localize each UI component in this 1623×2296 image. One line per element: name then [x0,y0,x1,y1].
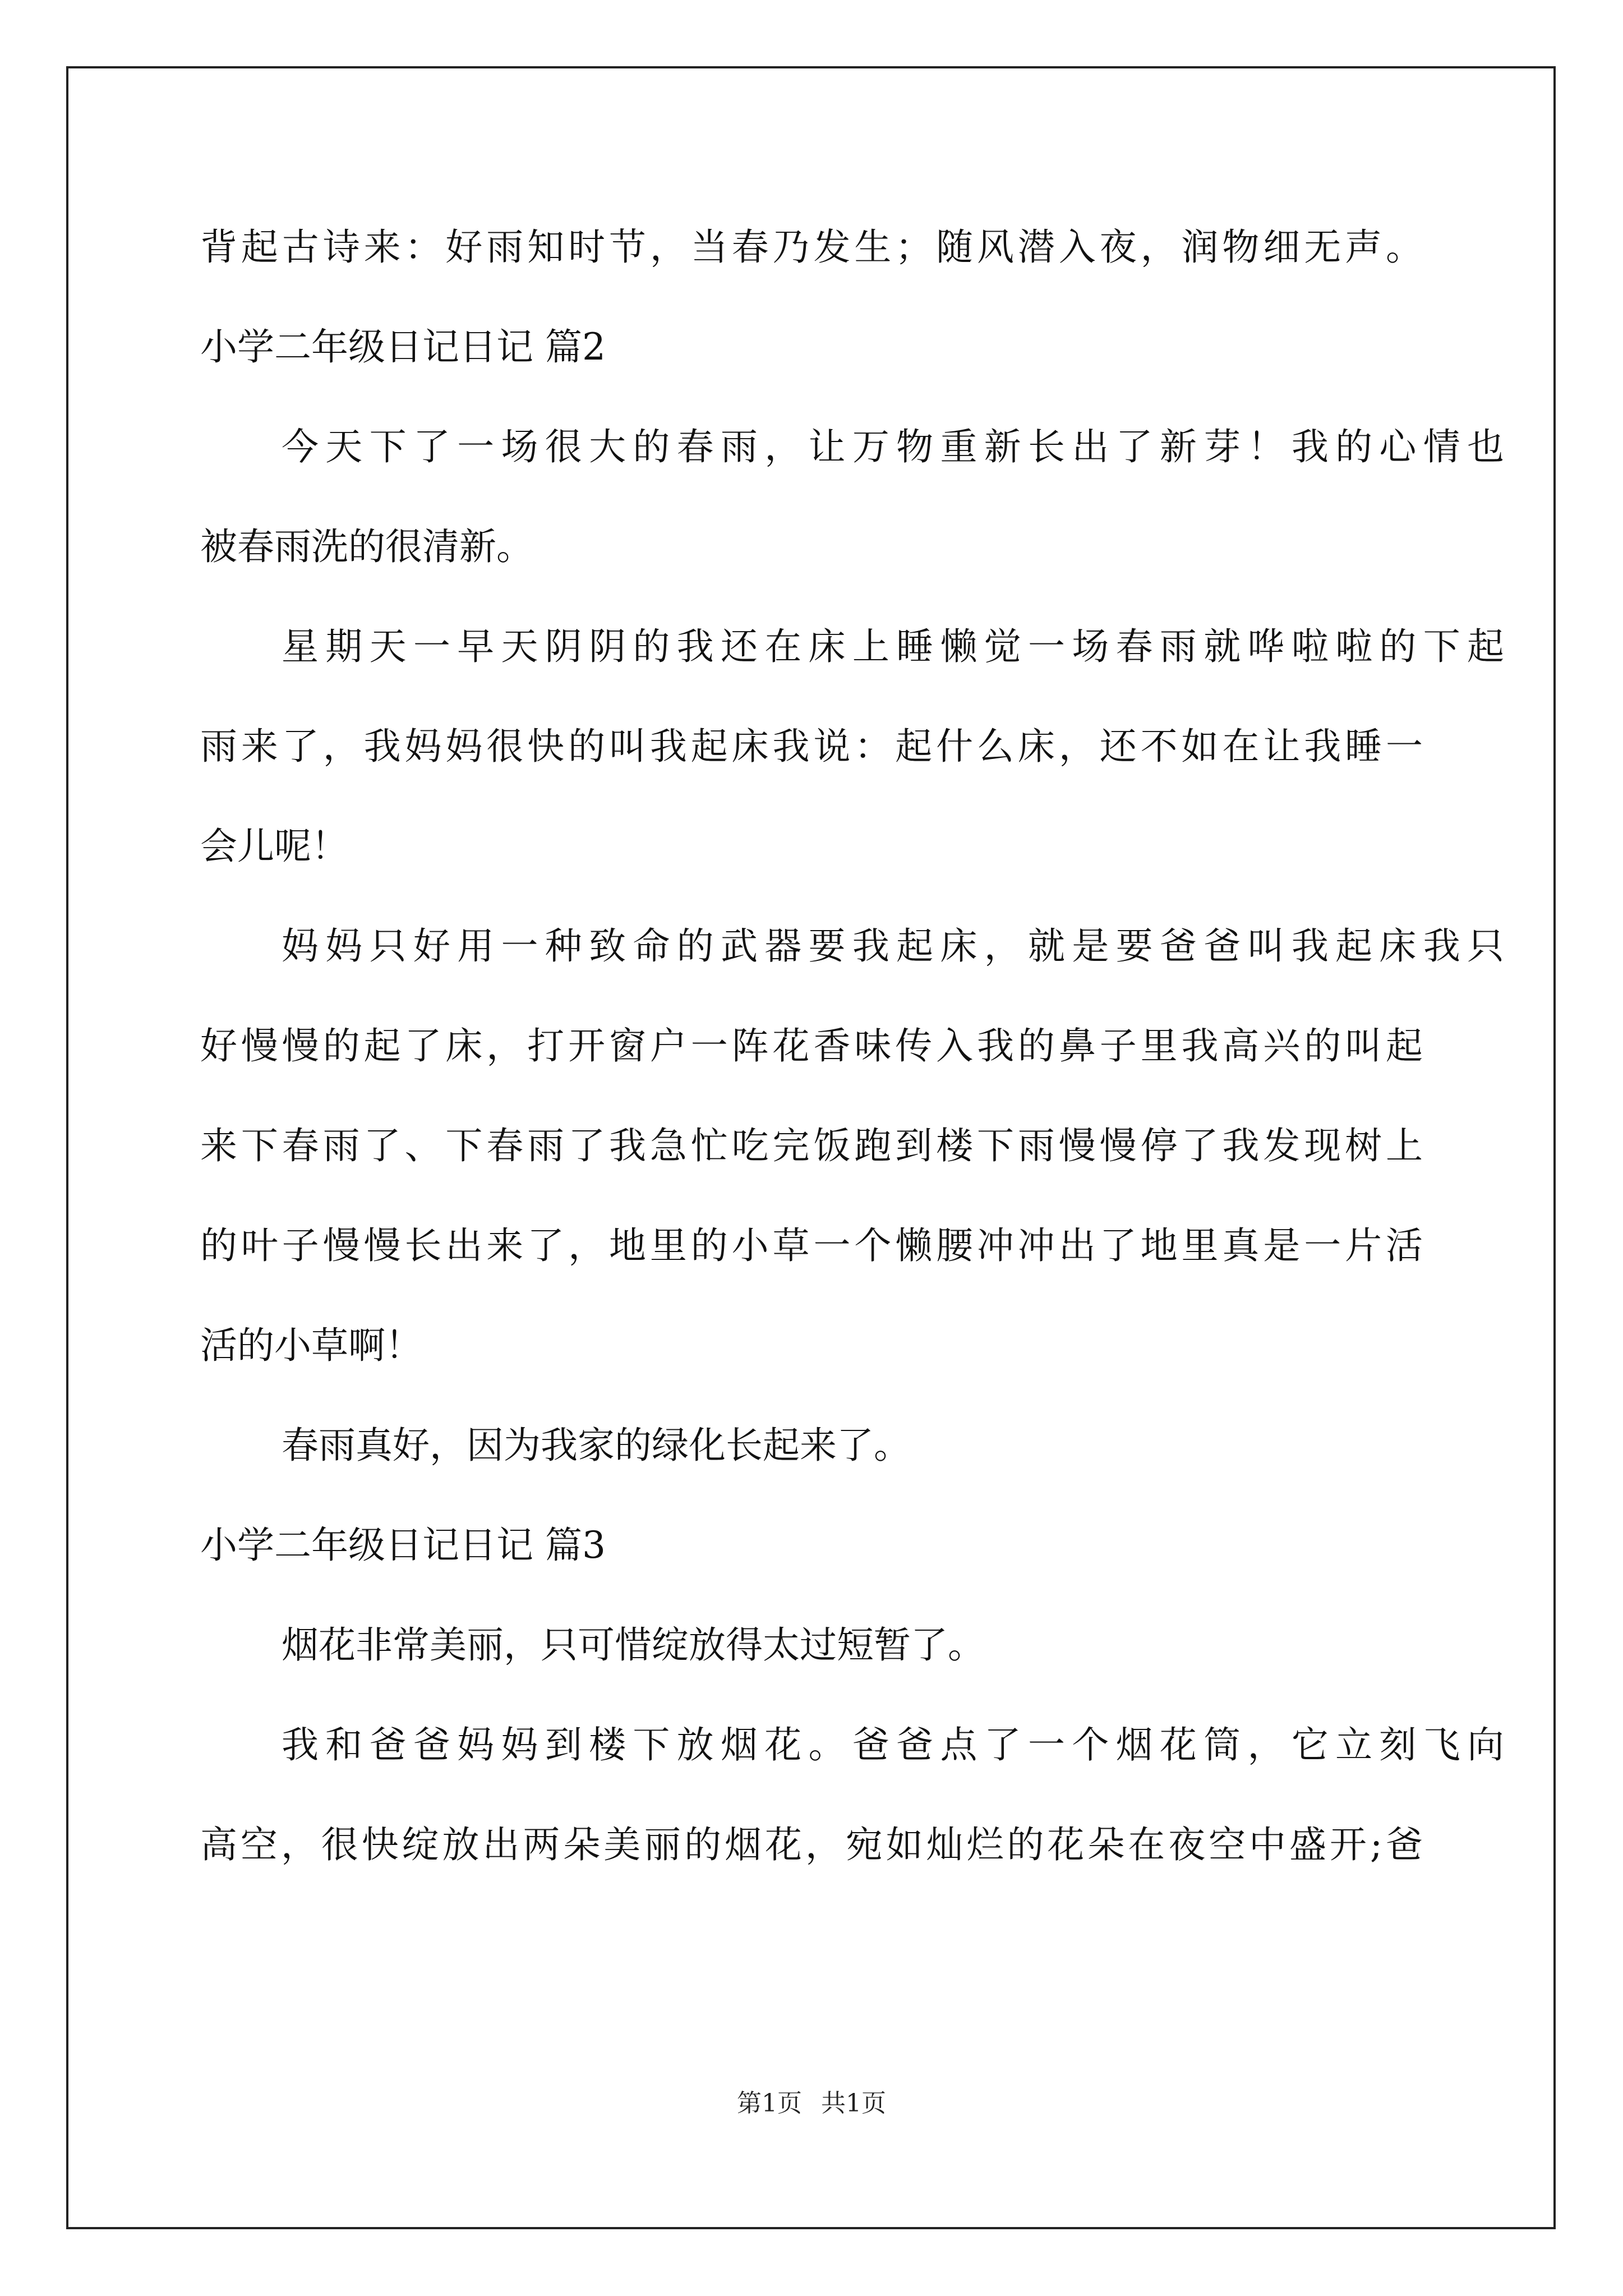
section-heading-3: 小学二年级日记日记 篇3 [200,1524,606,1567]
text-line-12: 活的小草啊！ [200,1324,422,1367]
text-line-17: 高空，很快绽放出两朵美丽的烟花，宛如灿烂的花朵在夜空中盛开;爸 [200,1823,1423,1866]
text-line-1: 背起古诗来：好雨知时节，当春乃发生；随风潜入夜，润物细无声。 [200,226,1423,269]
text-line-11: 的叶子慢慢长出来了，地里的小草一个懒腰冲冲出了地里真是一片活 [200,1224,1423,1267]
text-line-10: 来下春雨了、下春雨了我急忙吃完饭跑到楼下雨慢慢停了我发现树上 [200,1124,1423,1167]
text-line-9: 好慢慢的起了床，打开窗户一阵花香味传入我的鼻子里我高兴的叫起 [200,1024,1423,1068]
text-line-8: 妈妈只好用一种致命的武器要我起床，就是要爸爸叫我起床我只 [282,924,1504,968]
page-number: 第1页 [737,2089,802,2118]
text-line-3: 今天下了一场很大的春雨，让万物重新长出了新芽！我的心情也 [282,425,1504,468]
text-line-7: 会儿呢！ [200,825,348,868]
page-footer [0,2087,1623,2120]
text-line-16: 我和爸爸妈妈到楼下放烟花。爸爸点了一个烟花筒，它立刻飞向 [282,1723,1504,1766]
text-line-13: 春雨真好，因为我家的绿化长起来了。 [282,1424,911,1467]
text-line-15: 烟花非常美丽，只可惜绽放得太过短暂了。 [282,1623,985,1667]
text-line-5: 星期天一早天阴阴的我还在床上睡懒觉一场春雨就哗啦啦的下起 [282,625,1504,668]
text-line-4: 被春雨洗的很清新。 [200,525,533,568]
text-line-6: 雨来了，我妈妈很快的叫我起床我说：起什么床，还不如在让我睡一 [200,725,1423,768]
section-heading-2: 小学二年级日记日记 篇2 [200,325,606,369]
page-total: 共1页 [821,2089,886,2118]
